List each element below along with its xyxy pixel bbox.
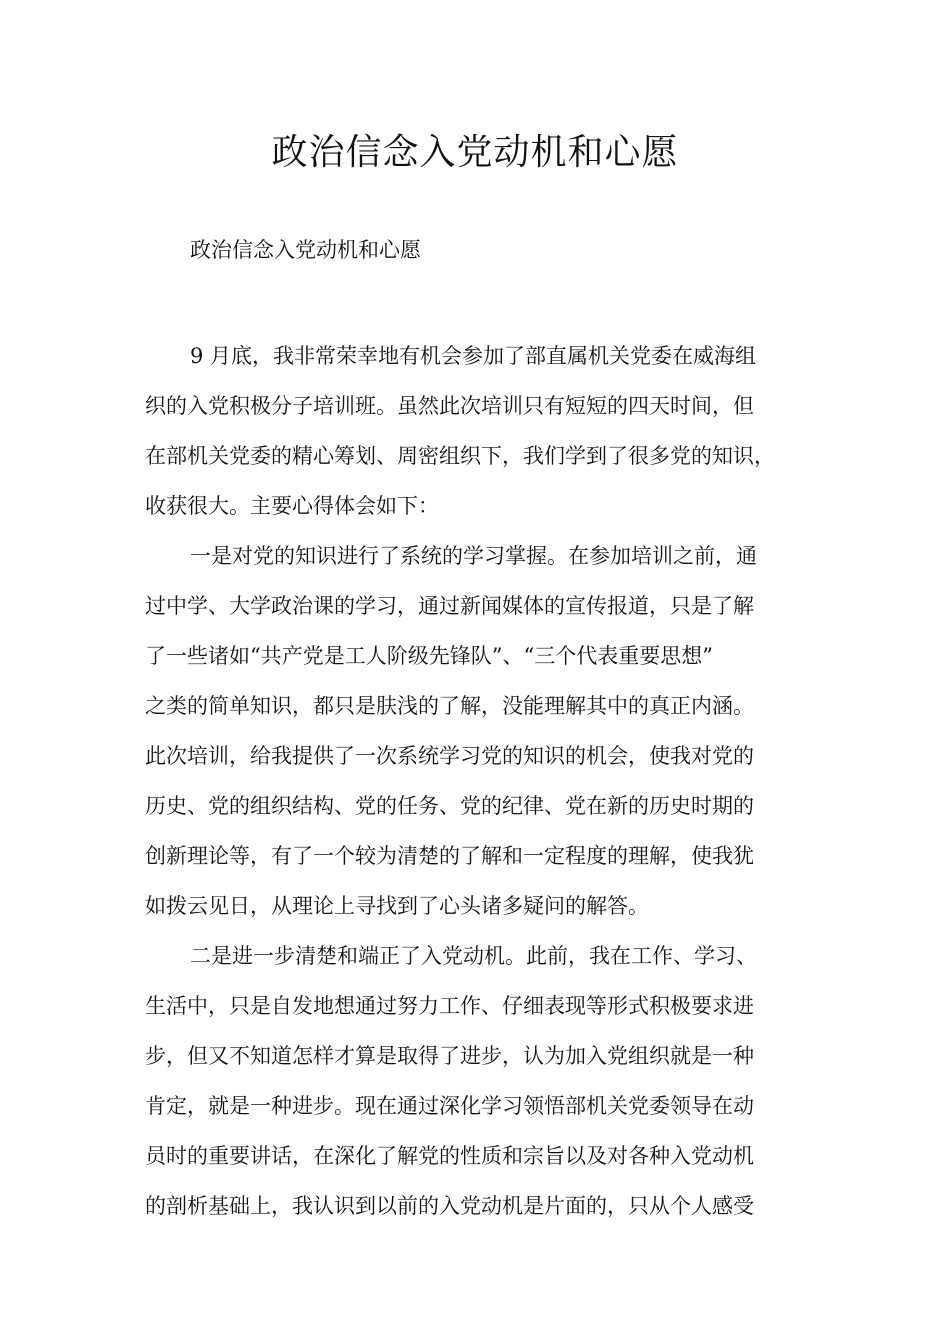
document-title: 政治信念入党动机和心愿 [271, 132, 679, 173]
body-line: 过中学、大学政治课的学习，通过新闻媒体的宣传报道，只是了解 [145, 594, 754, 618]
body-line: 9 月底，我非常荣幸地有机会参加了部直属机关党委在威海组 [190, 344, 757, 368]
body-line: 在部机关党委的精心筹划、周密组织下，我们学到了很多党的知识， [145, 444, 775, 468]
body-line: 二是进一步清楚和端正了入党动机。此前，我在工作、学习、 [190, 944, 757, 968]
body-line: 员时的重要讲话，在深化了解党的性质和宗旨以及对各种入党动机 [145, 1144, 754, 1168]
body-line: 生活中，只是自发地想通过努力工作、仔细表现等形式积极要求进 [145, 994, 754, 1018]
document-body [145, 331, 825, 1231]
body-line: 历史、党的组织结构、党的任务、党的纪律、党在新的历史时期的 [145, 794, 754, 818]
body-line: 之类的简单知识，都只是肤浅的了解，没能理解其中的真正内涵。 [145, 694, 754, 718]
body-line: 一是对党的知识进行了系统的学习掌握。在参加培训之前，通 [190, 544, 757, 568]
body-line: 收获很大。主要心得体会如下： [145, 494, 439, 518]
body-line: 创新理论等，有了一个较为清楚的了解和一定程度的理解，使我犹 [145, 844, 754, 868]
document-subtitle: 政治信念入党动机和心愿 [190, 238, 421, 262]
body-line: 了一些诸如“共产党是工人阶级先锋队”、“三个代表重要思想” [145, 644, 713, 668]
body-line: 此次培训，给我提供了一次系统学习党的知识的机会，使我对党的 [145, 744, 754, 768]
body-line: 如拨云见日，从理论上寻找到了心头诸多疑问的解答。 [145, 894, 649, 918]
body-line: 步，但又不知道怎样才算是取得了进步，认为加入党组织就是一种 [145, 1044, 754, 1068]
body-line: 织的入党积极分子培训班。虽然此次培训只有短短的四天时间，但 [145, 394, 754, 418]
body-line: 肯定，就是一种进步。现在通过深化学习领悟部机关党委领导在动 [145, 1094, 754, 1118]
body-line: 的剖析基础上，我认识到以前的入党动机是片面的，只从个人感受 [145, 1194, 754, 1218]
